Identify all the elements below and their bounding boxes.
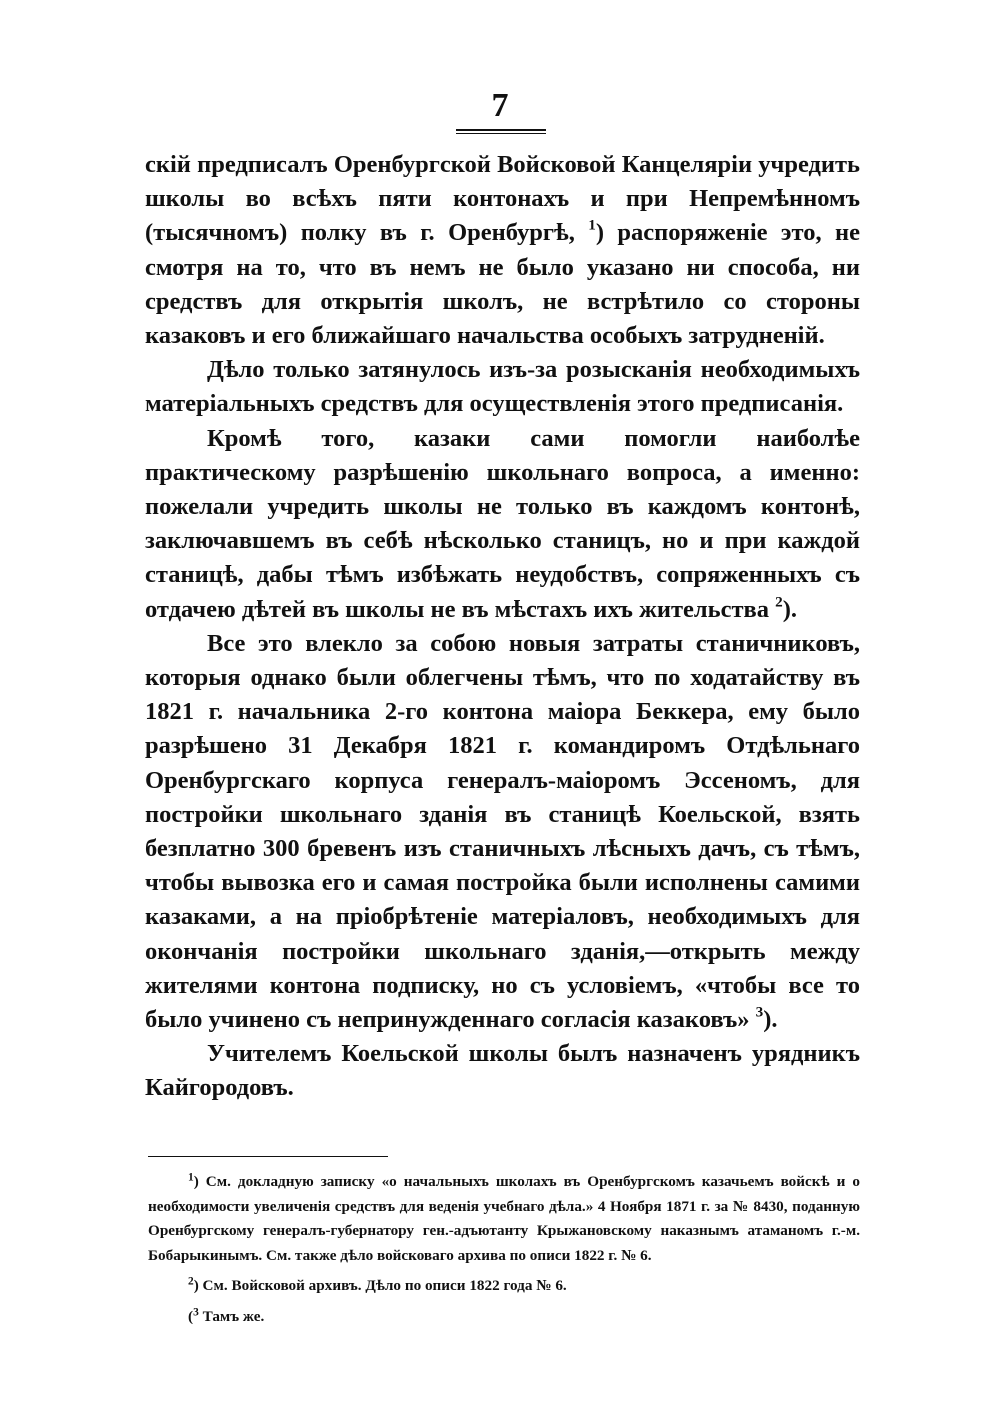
footnote-text: Тамъ же. bbox=[198, 1307, 265, 1325]
paragraph-text: скій предписалъ Оренбургской Войсковой Канцеляріи учредить школы во всѣхъ пяти контонахъ и при Непремѣнномъ (тысячномъ) полку въ г. Оренбургѣ, bbox=[145, 151, 860, 247]
paragraph-5: Учителемъ Коельской школы былъ назначенъ урядникъ Кайгородовъ. bbox=[145, 1040, 860, 1102]
footnote-mark: 3 bbox=[193, 1305, 199, 1318]
footnote-3 bbox=[148, 1305, 860, 1330]
page-number: 7 bbox=[491, 87, 509, 124]
footnotes bbox=[148, 1170, 860, 1329]
paragraph-text: ). bbox=[763, 1006, 778, 1034]
paragraph-1 bbox=[145, 148, 860, 353]
footnote-ref: 3 bbox=[755, 1003, 764, 1021]
paragraph-2: Дѣло только затянулось изъ-за розысканія необходимыхъ матеріальныхъ средствъ для осуществленія этого предписанія. bbox=[145, 356, 860, 418]
paragraph-4 bbox=[145, 627, 860, 1037]
page-number-rule bbox=[456, 129, 546, 134]
footnote-1 bbox=[148, 1170, 860, 1268]
footnote-text: ) См. Войсковой архивъ. Дѣло по описи 1822 года № 6. bbox=[193, 1277, 567, 1294]
footnote-ref: 1 bbox=[588, 216, 596, 234]
footnote-separator bbox=[148, 1156, 388, 1157]
paragraph-text: Кромѣ того, казаки сами помогли наиболѣе практическому разрѣшенію школьнаго вопроса, а именно: пожелали учредить школы не только въ каждомъ контонѣ, заключавшемъ въ себѣ нѣсколько станицъ, но и при каждой станицѣ, дабы тѣмъ избѣжать неудобствъ, сопряженныхъ съ отдачею дѣтей въ школы не въ мѣстахъ ихъ жительства bbox=[145, 424, 860, 623]
footnote-2 bbox=[148, 1274, 860, 1299]
footnote-mark: 1 bbox=[188, 1171, 194, 1184]
paragraph-text: ). bbox=[782, 595, 797, 623]
footnote-prefix: ( bbox=[188, 1307, 194, 1325]
footnote-ref: 2 bbox=[775, 593, 783, 611]
footnote-text: ) См. докладную записку «о начальныхъ школахъ въ Оренбургскомъ казачьемъ войскѣ и о необходимости увеличенія средствъ для веденія учебнаго дѣла.» 4 Ноября 1871 г. за № 8430, поданную Оренбургскому генералъ-губернатору ген.-адъютанту Крыжановскому наказнымъ атаманомъ г.-м. Бобарыкинымъ. См. также дѣло войсковаго архива по описи 1822 г. № 6. bbox=[148, 1173, 860, 1264]
body-text bbox=[145, 148, 860, 1106]
paragraph-text: ) распоряженіе это, не смотря на то, что въ немъ не было указано ни способа, ни средствъ для открытія школъ, не встрѣтило со стороны казаковъ и его ближайшаго начальства особыхъ затрудненій. bbox=[145, 219, 860, 350]
paragraph-text: Все это влекло за собою новыя затраты станичниковъ, которыя однако были облегчены тѣмъ, что по ходатайству въ 1821 г. начальника 2-го контона маіора Беккера, ему было разрѣшено 31 Декабря 1821 г. командиромъ Отдѣльнаго Оренбургскаго корпуса генералъ-маіоромъ Эссеномъ, для постройки школьнаго зданія въ станицѣ Коельской, взять безплатно 300 бревенъ изъ станичныхъ лѣсныхъ дачъ, съ тѣмъ, чтобы вывозка его и самая постройка были исполнены самими казаками, а на пріобрѣтеніе матеріаловъ, необходимыхъ для окончанія постройки школьнаго зданія,—открыть между жителями контона подписку, но съ условіемъ, «чтобы все то было учинено съ непринужденнаго согласія казаковъ» bbox=[145, 629, 860, 1034]
paragraph-3 bbox=[145, 422, 860, 627]
footnote-mark: 2 bbox=[188, 1275, 194, 1288]
